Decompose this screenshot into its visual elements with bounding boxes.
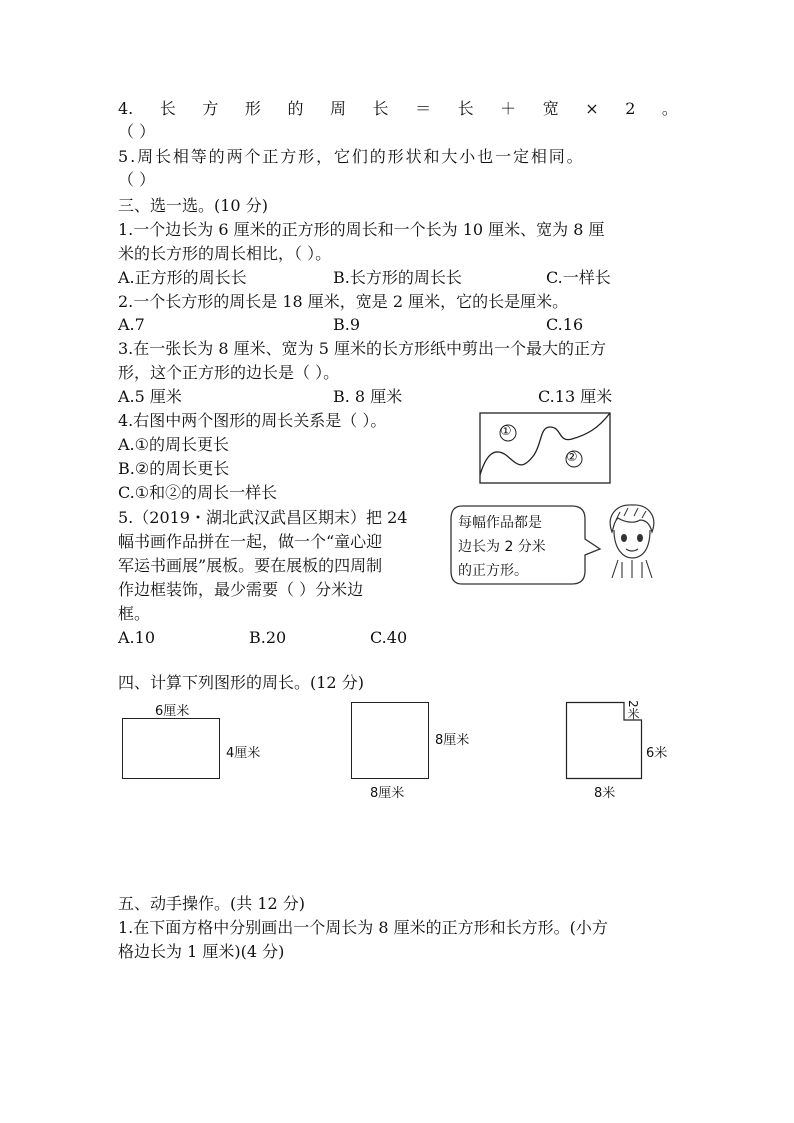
bubble-line2: 边长为 2 分米 bbox=[458, 539, 546, 555]
fig3-notch-label: 2米 bbox=[626, 700, 640, 720]
s3-q5-option-c: C.40 bbox=[370, 628, 408, 647]
judge-q4-char: 形 bbox=[244, 99, 261, 118]
bubble-line3: 的正方形。 bbox=[458, 563, 528, 579]
s3-q5-line4: 作边框装饰，最少需要（ ）分米边 bbox=[118, 580, 364, 599]
s3-q1-line2: 米的长方形的周长相比，（ ）。 bbox=[118, 244, 332, 263]
q4-figure-label-1: ① bbox=[500, 424, 512, 439]
s3-q5-line2: 幅书画作品拼在一起，做一个“童心迎 bbox=[118, 532, 383, 551]
judge-q5: 5.周长相等的两个正方形，它们的形状和大小也一定相同。 bbox=[118, 147, 585, 166]
judge-q4-char: 方 bbox=[202, 99, 219, 118]
s5-q1-line2: 格边长为 1 厘米)(4 分) bbox=[118, 942, 285, 961]
fig3-right-label: 6米 bbox=[646, 746, 668, 761]
s3-q4-option-b: B.②的周长更长 bbox=[118, 459, 230, 478]
s3-q3-option-a: A.5 厘米 bbox=[118, 387, 182, 406]
s3-q4-option-a: A.①的周长更长 bbox=[118, 435, 229, 454]
judge-q4-char: 长 bbox=[372, 99, 389, 118]
judge-q4 bbox=[118, 98, 678, 120]
fig1-top-label: 6厘米 bbox=[155, 704, 190, 719]
judge-q4-char: × bbox=[585, 99, 599, 118]
s3-q3-line1: 3.在一张长为 8 厘米、宽为 5 厘米的长方形纸中剪出一个最大的正方 bbox=[118, 339, 606, 358]
judge-q4-char: 2 bbox=[625, 99, 636, 118]
bubble-line1: 每幅作品都是 bbox=[458, 515, 542, 531]
s3-q3-line2: 形，这个正方形的边长是（ ）。 bbox=[118, 363, 340, 382]
s3-q2-option-c: C.16 bbox=[546, 315, 584, 334]
s3-q5-line3: 军运书画展”展板。要在展板的四周制 bbox=[118, 556, 383, 575]
s3-q1-option-b: B.长方形的周长长 bbox=[333, 268, 462, 287]
judge-q4-char: 4. bbox=[118, 99, 134, 118]
fig1-right-label: 4厘米 bbox=[226, 746, 261, 761]
section4-title: 四、计算下列图形的周长。(12 分) bbox=[118, 673, 364, 692]
boy-illustration bbox=[604, 502, 660, 580]
judge-q4-char: 的 bbox=[287, 99, 304, 118]
judge-q4-paren: （ ） bbox=[118, 122, 156, 141]
s5-q1-line1: 1.在下面方格中分别画出一个周长为 8 厘米的正方形和长方形。(小方 bbox=[118, 918, 608, 937]
s3-q3-option-c: C.13 厘米 bbox=[538, 387, 613, 406]
fig3-bottom-label: 8米 bbox=[594, 786, 616, 801]
judge-q4-char: ＝ bbox=[415, 99, 432, 118]
judge-q5-paren: （ ） bbox=[118, 170, 156, 189]
judge-q4-char: 宽 bbox=[542, 99, 559, 118]
judge-q4-char: 长 bbox=[159, 99, 176, 118]
judge-q4-char: 周 bbox=[329, 99, 346, 118]
q4-figure-label-2: ② bbox=[566, 450, 578, 465]
judge-q4-char: 。 bbox=[661, 99, 678, 118]
s3-q2-option-a: A.7 bbox=[118, 315, 145, 334]
judge-q4-char: 长 bbox=[457, 99, 474, 118]
judge-q4-char: ＋ bbox=[500, 99, 517, 118]
s3-q5-line5: 框。 bbox=[118, 604, 151, 623]
s3-q2-option-b: B.9 bbox=[333, 315, 361, 334]
fig2-square bbox=[351, 702, 429, 779]
s3-q5-option-b: B.20 bbox=[249, 628, 287, 647]
s3-q5-option-a: A.10 bbox=[118, 628, 155, 647]
s3-q4: 4.右图中两个图形的周长关系是（ ）。 bbox=[118, 411, 387, 430]
s3-q1-option-c: C.一样长 bbox=[546, 268, 611, 287]
s3-q5-line1: 5.（2019・湖北武汉武昌区期末）把 24 bbox=[118, 508, 408, 527]
fig2-right-label: 8厘米 bbox=[435, 733, 470, 748]
s3-q1-line1: 1.一个边长为 6 厘米的正方形的周长和一个长为 10 厘米、宽为 8 厘 bbox=[118, 220, 605, 239]
fig2-bottom-label: 8厘米 bbox=[370, 786, 405, 801]
section5-title: 五、动手操作。(共 12 分) bbox=[118, 894, 306, 913]
s3-q2: 2.一个长方形的周长是 18 厘米，宽是 2 厘米，它的长是厘米。 bbox=[118, 292, 569, 311]
fig1-rectangle bbox=[122, 718, 220, 779]
s3-q4-option-c: C.①和②的周长一样长 bbox=[118, 483, 278, 502]
section3-title: 三、选一选。(10 分) bbox=[118, 196, 268, 215]
s3-q3-option-b: B. 8 厘米 bbox=[333, 387, 403, 406]
s3-q1-option-a: A.正方形的周长长 bbox=[118, 268, 247, 287]
q4-figure-curve bbox=[480, 413, 610, 475]
